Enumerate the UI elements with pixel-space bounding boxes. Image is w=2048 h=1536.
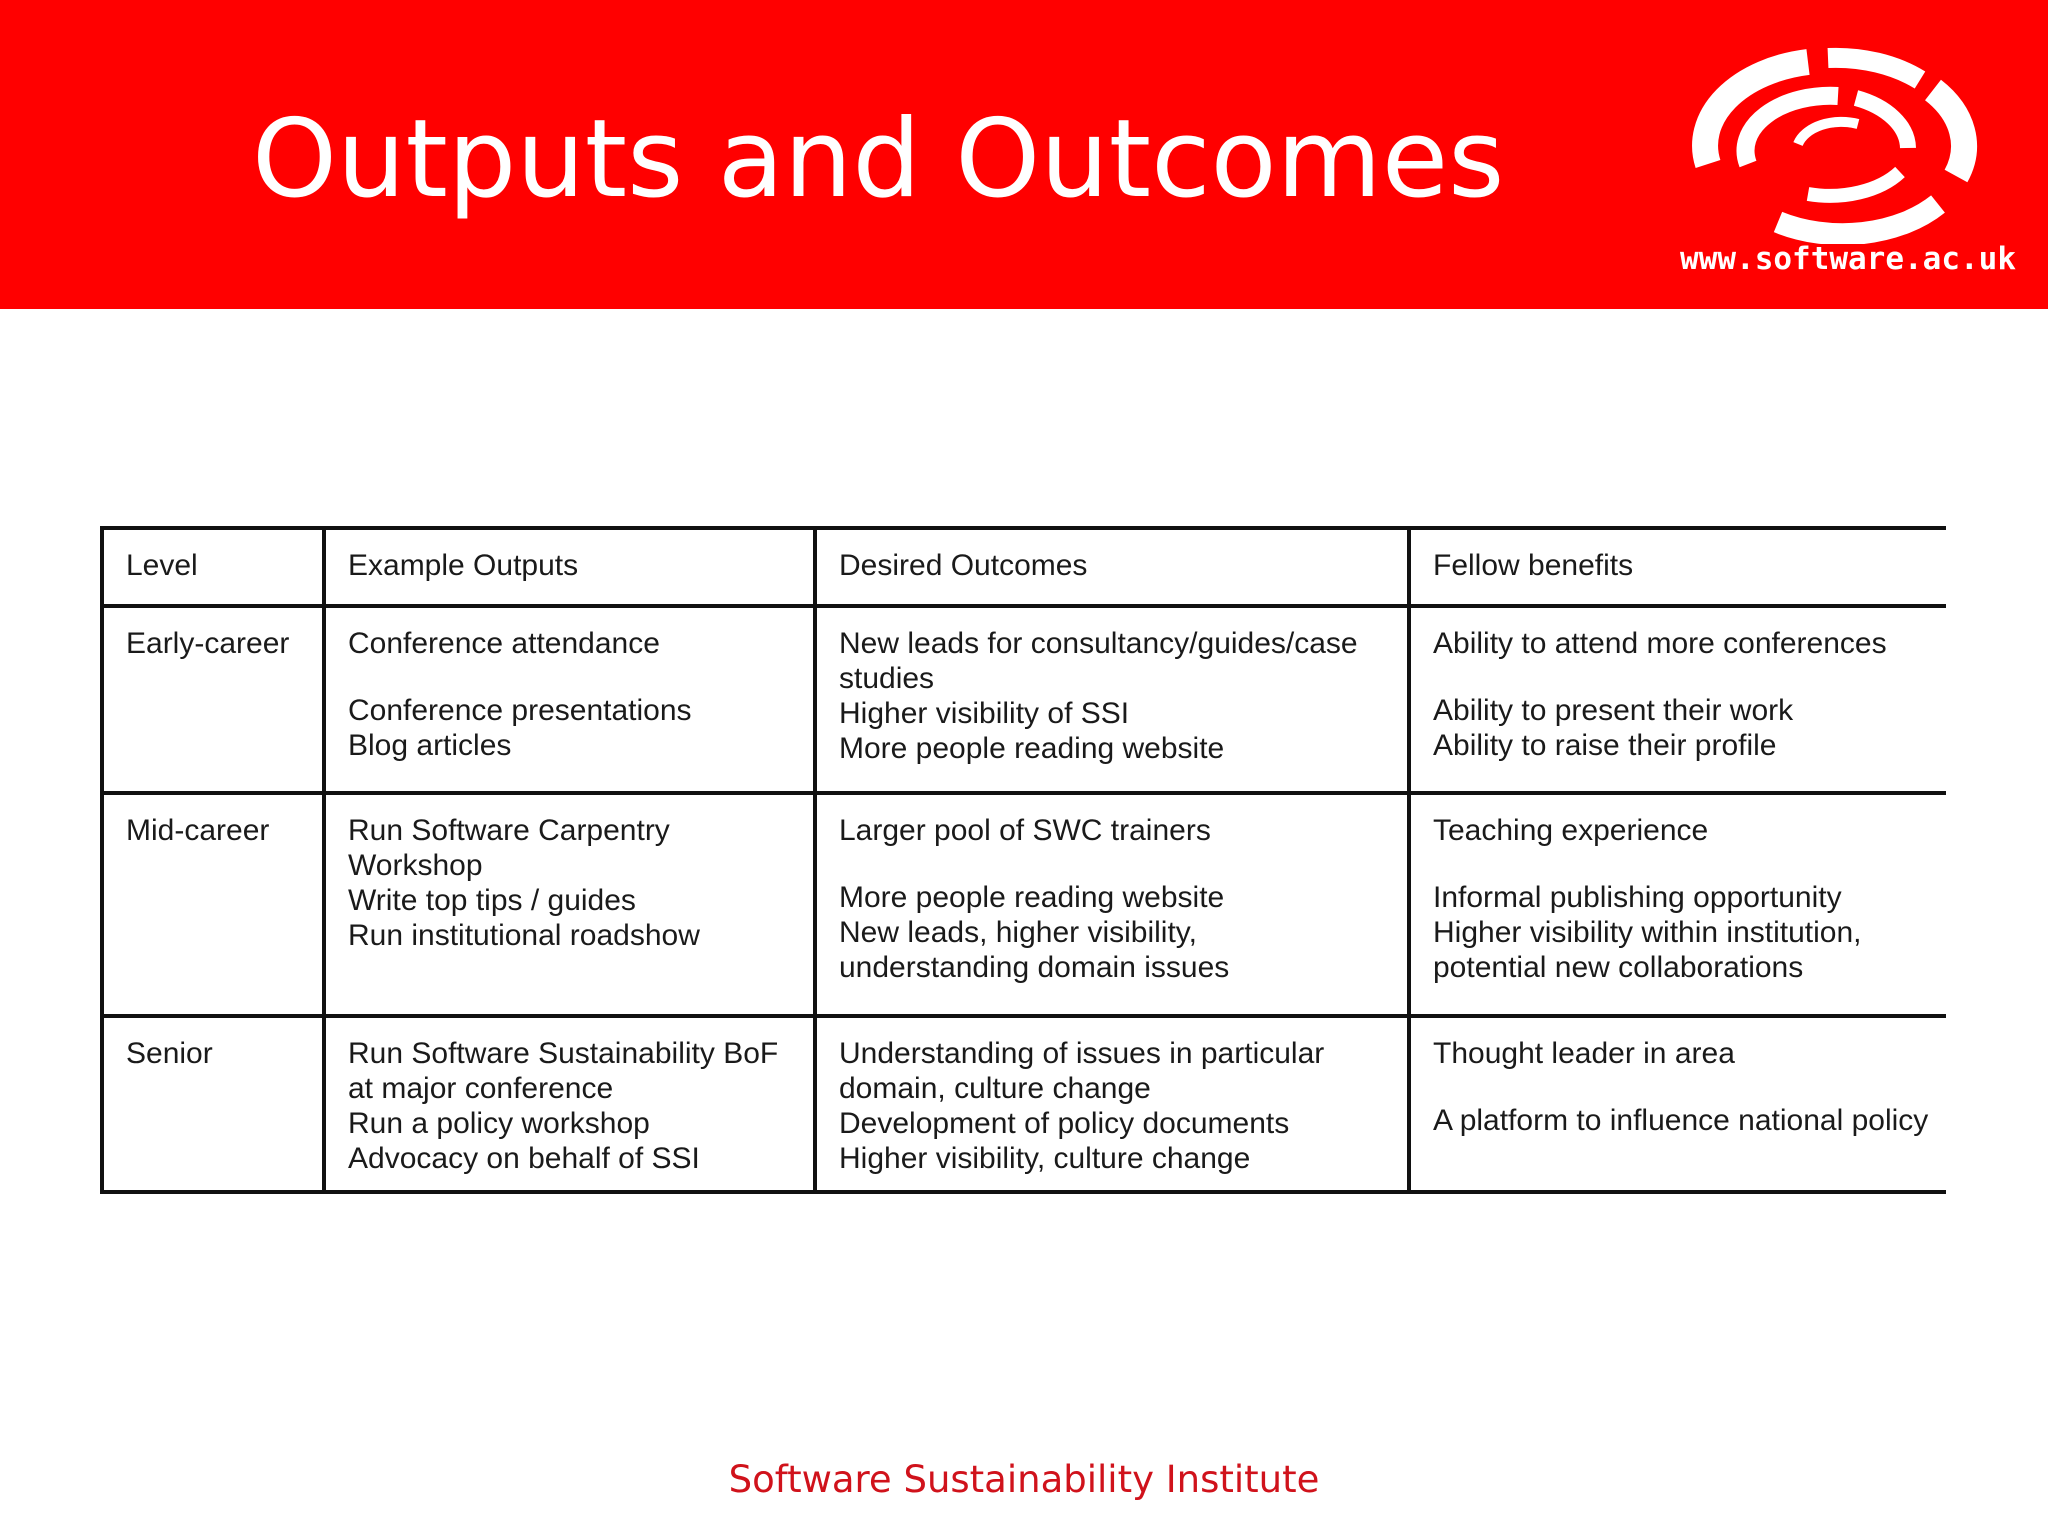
website-url: www.software.ac.uk (1680, 241, 2016, 277)
cell-line: potential new collaborations (1433, 951, 1804, 984)
level-cell (102, 1016, 324, 1192)
cell-line: Understanding of issues in particular (839, 1037, 1325, 1070)
table-row (102, 793, 1946, 1016)
slide-title: Outputs and Outcomes (252, 97, 1505, 222)
outputs-cell (324, 606, 815, 793)
cell-line: Run Software Sustainability BoF (348, 1037, 779, 1070)
outcomes-cell (815, 1016, 1409, 1192)
cell-line: Write top tips / guides (348, 884, 636, 917)
outcomes-table (100, 526, 1946, 1194)
outcomes-cell (815, 606, 1409, 793)
cell-line: studies (839, 662, 935, 695)
cell-line: Conference presentations (348, 694, 692, 727)
column-header: Level (102, 528, 324, 606)
cell-line: More people reading website (839, 881, 1225, 914)
cell-line: Larger pool of SWC trainers (839, 814, 1211, 847)
cell-line: More people reading website (839, 732, 1225, 765)
table-header-row (102, 528, 1946, 606)
cell-line: Advocacy on behalf of SSI (348, 1142, 700, 1175)
cell-line: Early-career (126, 627, 290, 660)
cell-line: Ability to present their work (1433, 694, 1794, 727)
cell-line: Higher visibility within institution, (1433, 916, 1862, 949)
column-header: Example Outputs (324, 528, 815, 606)
cell-line: Run Software Carpentry (348, 814, 670, 847)
cell-line: Workshop (348, 849, 483, 882)
cell-line: Conference attendance (348, 627, 660, 660)
level-cell (102, 606, 324, 793)
cell-line: domain, culture change (839, 1072, 1151, 1105)
cell-line: Ability to raise their profile (1433, 729, 1777, 762)
cell-line: understanding domain issues (839, 951, 1230, 984)
outputs-cell (324, 793, 815, 1016)
cell-line: Higher visibility, culture change (839, 1142, 1251, 1175)
cell-line: Ability to attend more conferences (1433, 627, 1887, 660)
outcomes-cell (815, 793, 1409, 1016)
cell-line: at major conference (348, 1072, 614, 1105)
cell-line: Higher visibility of SSI (839, 697, 1130, 730)
ssi-ring-logo-icon (1688, 44, 1978, 244)
level-cell (102, 793, 324, 1016)
cell-line: Blog articles (348, 729, 512, 762)
benefits-cell (1409, 793, 1946, 1016)
column-header: Fellow benefits (1409, 528, 1946, 606)
table-row (102, 606, 1946, 793)
column-header: Desired Outcomes (815, 528, 1409, 606)
cell-line: Informal publishing opportunity (1433, 881, 1842, 914)
cell-line: New leads, higher visibility, (839, 916, 1197, 949)
benefits-cell (1409, 606, 1946, 793)
cell-line: Run a policy workshop (348, 1107, 650, 1140)
footer-institute-name: Software Sustainability Institute (728, 1458, 1320, 1501)
outputs-cell (324, 1016, 815, 1192)
title-banner (0, 0, 2048, 309)
cell-line: Senior (126, 1037, 213, 1070)
benefits-cell (1409, 1016, 1946, 1192)
cell-line: Thought leader in area (1433, 1037, 1735, 1070)
outcomes-table-container (100, 526, 1946, 1194)
cell-line: Teaching experience (1433, 814, 1709, 847)
cell-line: Run institutional roadshow (348, 919, 700, 952)
table-row (102, 1016, 1946, 1192)
cell-line: New leads for consultancy/guides/case (839, 627, 1358, 660)
cell-line: Development of policy documents (839, 1107, 1290, 1140)
cell-line: A platform to influence national policy (1433, 1104, 1929, 1137)
cell-line: Mid-career (126, 814, 270, 847)
